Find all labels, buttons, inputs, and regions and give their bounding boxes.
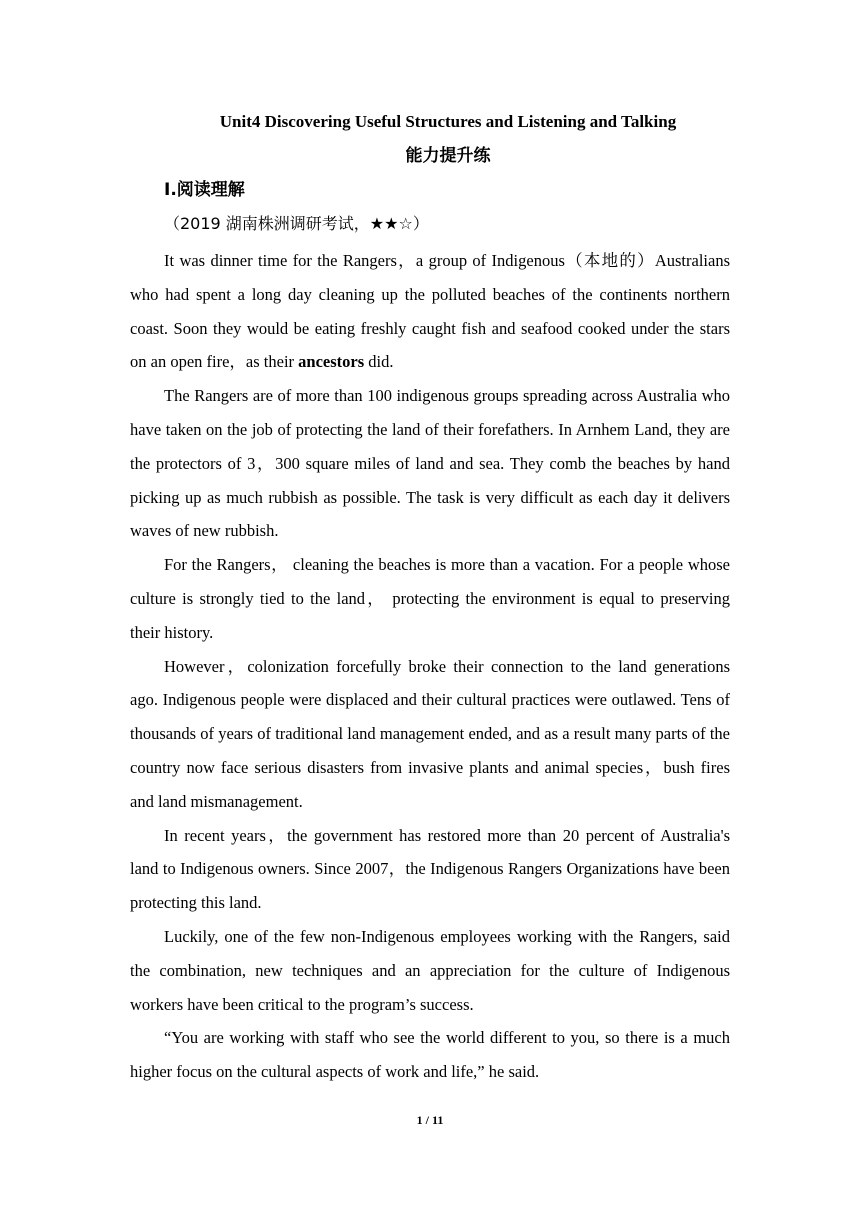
- paragraph-3: For the Rangers， cleaning the beaches is more than a vacation. For a people whose culture is strongly tied to the land， protecting the environment is equal to preserving their history.: [130, 555, 730, 642]
- source-note: （2019 湖南株洲调研考试，★★☆）: [164, 214, 429, 233]
- section-heading: I.阅读理解: [164, 180, 245, 200]
- document-subtitle: 能力提升练: [405, 146, 491, 166]
- paragraph-5: In recent years，the government has restored more than 20 percent of Australia's land to Indigenous owners. Since 2007，the Indigenous Rangers Organizations have been protecting this land.: [130, 825, 730, 913]
- paragraph-7: “You are working with staff who see the world different to you, so there is a much higher focus on the cultural aspects of work and life,” he said.: [130, 1028, 730, 1082]
- paragraph-1-text-start: It was dinner time for the Rangers，a group of Indigenous（本地的）Australians who had spent a long day cleaning up the polluted beaches of the continents northern coast. Soon they would be eating freshly caught fish and seafood cooked under the stars on an open fire，as their: [130, 251, 730, 372]
- paragraph-6: Luckily, one of the few non-Indigenous employees working with the Rangers, said the combination, new techniques and an appreciation for the culture of Indigenous workers have been critical to the program’s success.: [130, 926, 730, 1014]
- paragraph-2: The Rangers are of more than 100 indigenous groups spreading across Australia who have taken on the job of protecting the land of their forefathers. In Arnhem Land, they are the protectors of 3，300 square miles of land and sea. They comb the beaches by hand picking up as much rubbish as possible. The task is very difficult as each day it delivers waves of new rubbish.: [130, 386, 730, 541]
- passage-body: [130, 244, 730, 1089]
- document-title: Unit4 Discovering Useful Structures and Listening and Talking: [219, 112, 677, 131]
- page-number: 1 / 11: [416, 1113, 444, 1127]
- highlighted-word: ancestors: [298, 352, 365, 372]
- paragraph-1-text-end: did.: [364, 352, 394, 372]
- paragraph-1: [130, 244, 730, 379]
- paragraph-4: However，colonization forcefully broke their connection to the land generations ago. Indigenous people were displaced and their cultural practices were outlawed. Tens of thousands of years of traditional land management ended, and as a result many parts of the country now face serious disasters from invasive plants and animal species，bush fires and land mismanagement.: [130, 656, 730, 811]
